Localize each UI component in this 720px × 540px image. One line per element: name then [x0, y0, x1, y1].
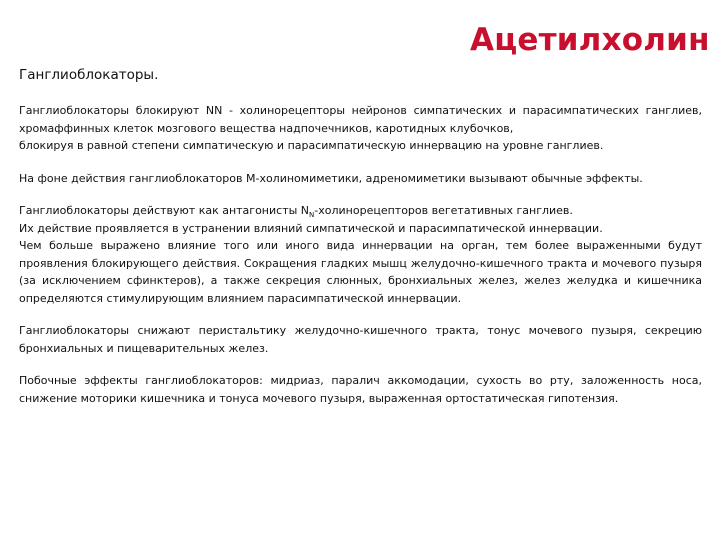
paragraph-ganglion-block: Ганглиоблокаторы блокируют NN - холинорецепторы нейронов симпатических и парасимпатических ганглиев, хромаффинных клеток мозгового вещества надпочечников, каротидных клубочков, — [19, 104, 702, 135]
paragraph-background-effects: На фоне действия ганглиоблокаторов М-холиномиметики, адреномиметики вызывают обычные эффекты. — [19, 171, 643, 185]
antagonists-suffix: -холинорецепторов вегетативных ганглиев. — [314, 204, 573, 217]
section-heading: Ганглиоблокаторы. — [19, 67, 159, 83]
paragraph-side-effects: Побочные эффекты ганглиоблокаторов: мидриаз, паралич аккомодации, сухость во рту, заложенность носа, снижение моторики кишечника и тонуса мочевого пузыря, выраженная ортостатическая гипотензия. — [19, 374, 702, 405]
paragraph-innervation-influence: Чем больше выражено влияние того или иного вида иннервации на орган, тем более выраженными будут проявления блокирующего действия. Сокращения гладких мышц желудочно-кишечного тракта и мочевого пузыря (за исключением сфинктеров), а также секреция слюнных, бронхиальных желез, желез желудка и кишечника определяются стимулирующим влиянием парасимпатической иннервации. — [19, 239, 702, 305]
antagonists-subscript: N — [309, 211, 315, 220]
antagonists-text: Ганглиоблокаторы действуют как антагонисты N — [19, 204, 310, 217]
paragraph-action: Их действие проявляется в устранении влияний симпатической и парасимпатической иннервации. — [19, 221, 603, 235]
paragraph-block-equal: блокируя в равной степени симпатическую и парасимпатическую иннервацию на уровне ганглиев. — [19, 139, 604, 152]
paragraph-reduce: Ганглиоблокаторы снижают перистальтику желудочно-кишечного тракта, тонус мочевого пузыря, секрецию бронхиальных и пищеварительных желез. — [19, 324, 702, 355]
paragraph-antagonists — [19, 202, 702, 220]
slide-title: Ацетилхолин — [470, 22, 710, 58]
slide-content — [19, 65, 702, 407]
